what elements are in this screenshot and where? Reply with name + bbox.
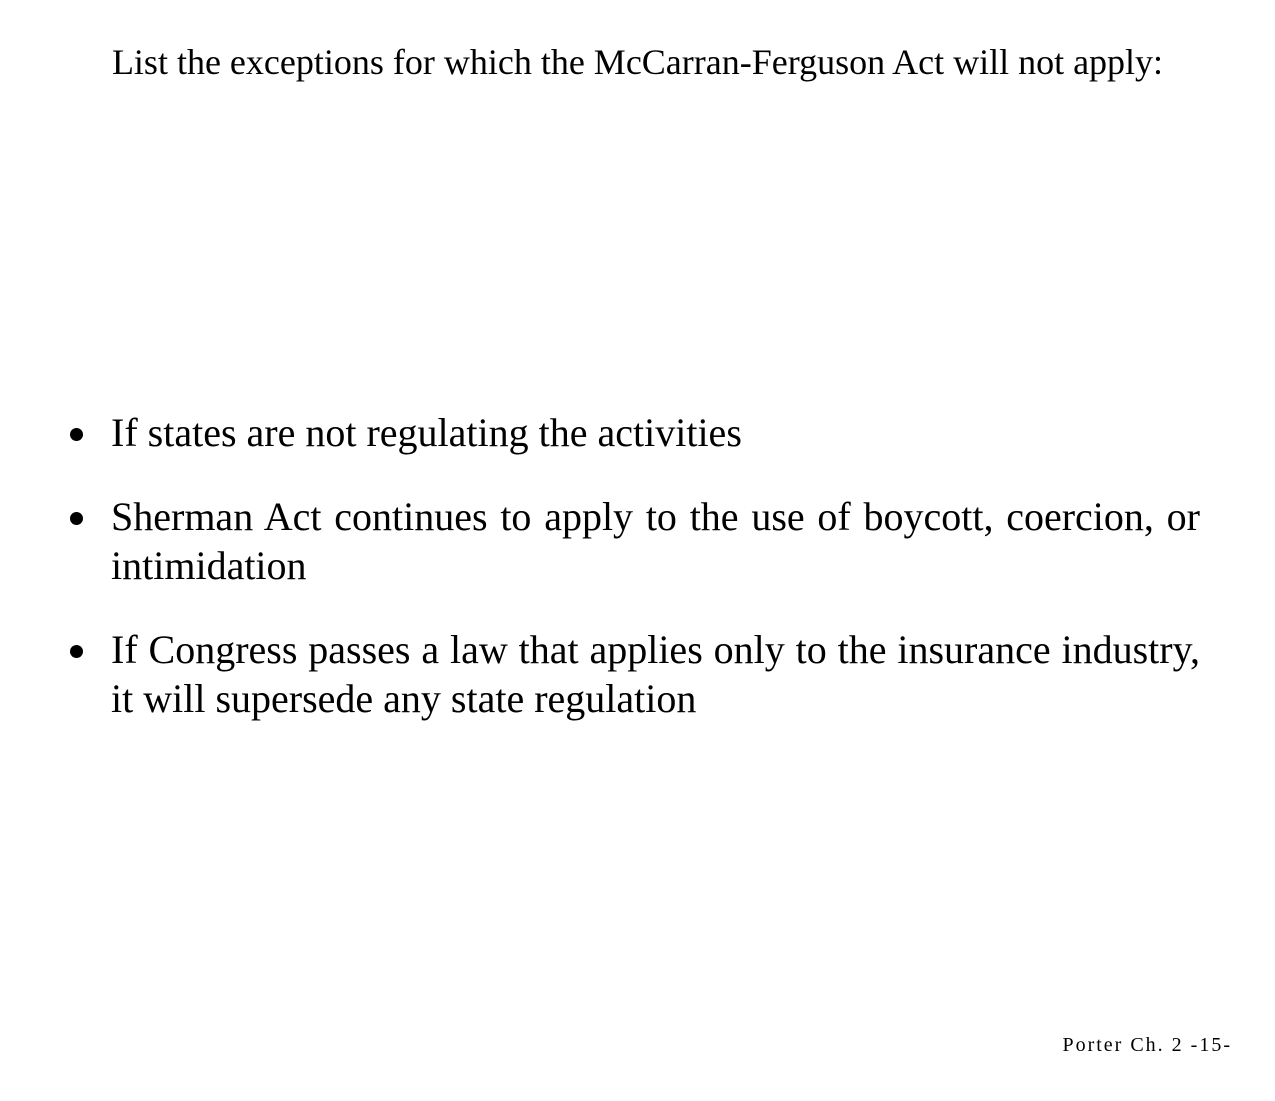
page-footer: Porter Ch. 2 -15- — [1062, 1034, 1232, 1056]
bullet-icon — [70, 512, 83, 525]
bullet-icon — [70, 428, 83, 441]
list-item-text: If Congress passes a law that applies only to the insurance industry, it will supersede any state regulation — [111, 627, 1200, 721]
list-item-text: Sherman Act continues to apply to the use of boycott, coercion, or intimidation — [111, 494, 1200, 588]
list-item — [60, 625, 1200, 723]
bullet-icon — [70, 645, 83, 658]
exceptions-list — [60, 408, 1200, 758]
slide-title: List the exceptions for which the McCarran-Ferguson Act will not apply: — [111, 42, 1164, 82]
list-item — [60, 408, 1200, 457]
list-item-text: If states are not regulating the activities — [111, 410, 742, 455]
list-item — [60, 492, 1200, 590]
